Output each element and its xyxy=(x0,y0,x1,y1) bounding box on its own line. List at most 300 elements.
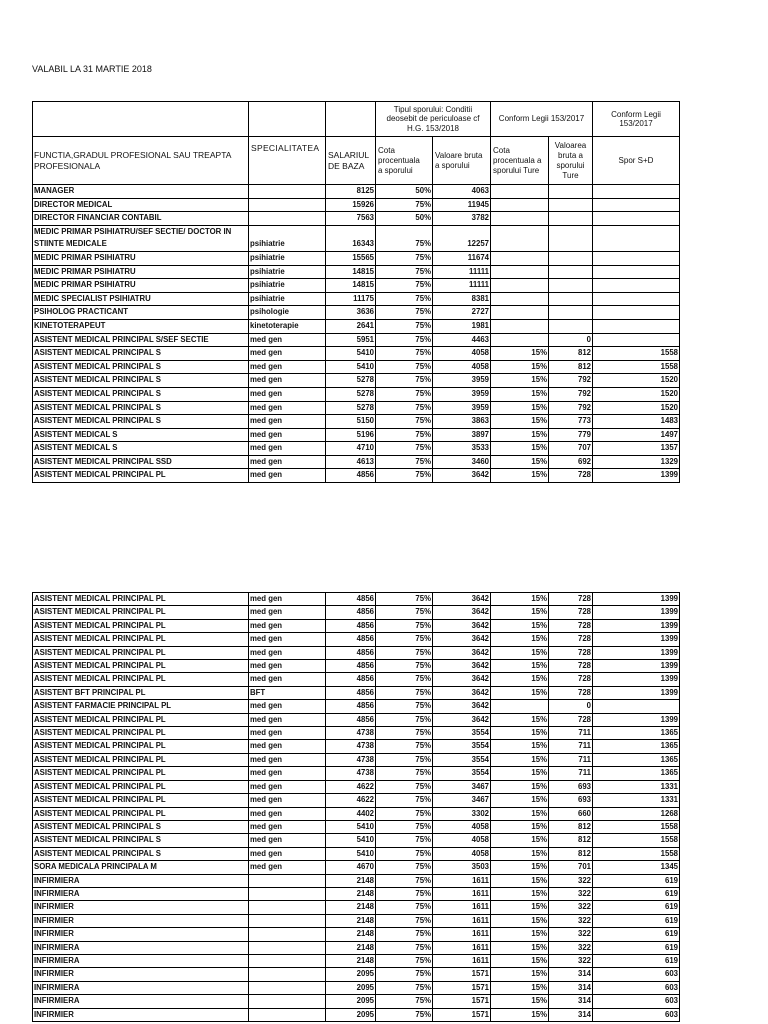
table-row xyxy=(33,660,680,673)
cell-sd-bonus xyxy=(593,226,680,252)
cell-specialty xyxy=(249,928,326,941)
cell-hazard-pct: 75% xyxy=(376,347,433,361)
cell-hazard-pct: 75% xyxy=(376,834,433,847)
cell-shift-pct: 15% xyxy=(491,633,549,646)
table-row xyxy=(33,942,680,955)
cell-sd-bonus: 619 xyxy=(593,875,680,888)
cell-function: ASISTENT MEDICAL PRINCIPAL PL xyxy=(33,647,249,660)
table-row xyxy=(33,915,680,928)
cell-specialty xyxy=(249,212,326,226)
cell-hazard-value: 2727 xyxy=(433,306,491,320)
table-row xyxy=(33,767,680,780)
table-row xyxy=(33,212,680,226)
header-shift-pct: Cota procentuala a sporului Ture xyxy=(491,137,549,185)
header-hazard-pct: Cota procentuala a sporului xyxy=(376,137,433,185)
cell-hazard-pct: 75% xyxy=(376,821,433,834)
table-row xyxy=(33,673,680,686)
cell-function: ASISTENT MEDICAL PRINCIPAL PL xyxy=(33,740,249,753)
cell-sd-bonus: 1558 xyxy=(593,821,680,834)
header-row-groups xyxy=(33,102,680,137)
cell-hazard-pct: 75% xyxy=(376,199,433,213)
cell-shift-value: 693 xyxy=(549,781,593,794)
cell-hazard-value: 1571 xyxy=(433,982,491,995)
cell-function: ASISTENT MEDICAL PRINCIPAL SSD xyxy=(33,456,249,470)
cell-shift-pct: 15% xyxy=(491,767,549,780)
cell-sd-bonus: 603 xyxy=(593,968,680,981)
table-row xyxy=(33,875,680,888)
cell-sd-bonus xyxy=(593,306,680,320)
cell-shift-value: 314 xyxy=(549,1009,593,1022)
cell-shift-value xyxy=(549,320,593,334)
cell-shift-value: 314 xyxy=(549,982,593,995)
cell-function: ASISTENT MEDICAL PRINCIPAL PL xyxy=(33,794,249,807)
cell-hazard-pct: 75% xyxy=(376,456,433,470)
cell-shift-value: 692 xyxy=(549,456,593,470)
cell-base-salary: 4856 xyxy=(326,700,376,713)
cell-hazard-value: 3554 xyxy=(433,767,491,780)
cell-hazard-value: 3642 xyxy=(433,633,491,646)
table-row xyxy=(33,794,680,807)
cell-function: ASISTENT BFT PRINCIPAL PL xyxy=(33,687,249,700)
cell-base-salary: 4856 xyxy=(326,620,376,633)
cell-function: INFIRMIER xyxy=(33,915,249,928)
cell-base-salary: 3636 xyxy=(326,306,376,320)
table-row xyxy=(33,620,680,633)
cell-sd-bonus xyxy=(593,320,680,334)
cell-hazard-value: 11111 xyxy=(433,266,491,280)
cell-function: ASISTENT MEDICAL PRINCIPAL S xyxy=(33,374,249,388)
cell-specialty: med gen xyxy=(249,606,326,619)
cell-shift-pct xyxy=(491,320,549,334)
cell-shift-pct xyxy=(491,226,549,252)
cell-hazard-value: 3554 xyxy=(433,727,491,740)
cell-function: INFIRMIER xyxy=(33,901,249,914)
cell-sd-bonus: 1357 xyxy=(593,442,680,456)
cell-shift-value: 314 xyxy=(549,995,593,1008)
cell-hazard-pct: 75% xyxy=(376,781,433,794)
table-row xyxy=(33,968,680,981)
cell-sd-bonus xyxy=(593,293,680,307)
cell-hazard-pct: 75% xyxy=(376,928,433,941)
cell-base-salary: 5951 xyxy=(326,334,376,348)
cell-hazard-pct: 75% xyxy=(376,1009,433,1022)
cell-specialty xyxy=(249,955,326,968)
cell-specialty xyxy=(249,982,326,995)
cell-hazard-value: 4063 xyxy=(433,185,491,199)
cell-shift-pct: 15% xyxy=(491,740,549,753)
cell-specialty: psihiatrie xyxy=(249,293,326,307)
table-row xyxy=(33,901,680,914)
cell-hazard-pct: 75% xyxy=(376,593,433,606)
cell-base-salary: 2148 xyxy=(326,915,376,928)
cell-sd-bonus: 1399 xyxy=(593,593,680,606)
cell-base-salary: 5278 xyxy=(326,388,376,402)
cell-hazard-value: 3533 xyxy=(433,442,491,456)
table-row xyxy=(33,861,680,874)
cell-base-salary: 2095 xyxy=(326,1009,376,1022)
cell-base-salary: 4738 xyxy=(326,767,376,780)
table-row xyxy=(33,740,680,753)
cell-base-salary: 2095 xyxy=(326,982,376,995)
cell-base-salary: 4856 xyxy=(326,593,376,606)
cell-hazard-pct: 75% xyxy=(376,442,433,456)
table-row xyxy=(33,834,680,847)
cell-hazard-value: 3959 xyxy=(433,402,491,416)
cell-function: ASISTENT MEDICAL PRINCIPAL S xyxy=(33,402,249,416)
cell-sd-bonus xyxy=(593,199,680,213)
cell-specialty: psihiatrie xyxy=(249,252,326,266)
cell-hazard-value: 3642 xyxy=(433,714,491,727)
cell-function: MEDIC PRIMAR PSIHIATRU xyxy=(33,266,249,280)
cell-hazard-pct: 75% xyxy=(376,429,433,443)
cell-shift-value xyxy=(549,306,593,320)
cell-shift-pct: 15% xyxy=(491,429,549,443)
cell-shift-pct xyxy=(491,306,549,320)
cell-base-salary: 4856 xyxy=(326,660,376,673)
cell-function: DIRECTOR FINANCIAR CONTABIL xyxy=(33,212,249,226)
cell-hazard-pct: 75% xyxy=(376,727,433,740)
cell-function: KINETOTERAPEUT xyxy=(33,320,249,334)
cell-specialty xyxy=(249,942,326,955)
cell-sd-bonus xyxy=(593,212,680,226)
cell-hazard-value: 4058 xyxy=(433,361,491,375)
cell-base-salary: 4856 xyxy=(326,687,376,700)
cell-shift-value: 707 xyxy=(549,442,593,456)
table-row xyxy=(33,727,680,740)
cell-function: ASISTENT MEDICAL PRINCIPAL S xyxy=(33,388,249,402)
cell-hazard-pct: 75% xyxy=(376,306,433,320)
cell-hazard-value: 1611 xyxy=(433,888,491,901)
cell-hazard-value: 11674 xyxy=(433,252,491,266)
cell-hazard-pct: 75% xyxy=(376,633,433,646)
table-row xyxy=(33,199,680,213)
cell-shift-pct: 15% xyxy=(491,888,549,901)
cell-hazard-pct: 75% xyxy=(376,808,433,821)
table-row xyxy=(33,808,680,821)
table-row xyxy=(33,687,680,700)
cell-specialty: med gen xyxy=(249,402,326,416)
table-row xyxy=(33,995,680,1008)
cell-specialty xyxy=(249,875,326,888)
cell-hazard-pct: 75% xyxy=(376,415,433,429)
header-group-shifts: Conform Legii 153/2017 xyxy=(491,102,593,137)
cell-shift-pct: 15% xyxy=(491,687,549,700)
cell-function: INFIRMIERA xyxy=(33,875,249,888)
cell-hazard-value: 3959 xyxy=(433,388,491,402)
cell-function: ASISTENT MEDICAL PRINCIPAL PL xyxy=(33,673,249,686)
cell-shift-value: 792 xyxy=(549,402,593,416)
cell-hazard-pct: 75% xyxy=(376,767,433,780)
cell-shift-value: 711 xyxy=(549,727,593,740)
cell-sd-bonus: 1399 xyxy=(593,469,680,483)
cell-base-salary: 14815 xyxy=(326,266,376,280)
cell-specialty: BFT xyxy=(249,687,326,700)
table-row xyxy=(33,606,680,619)
table-row xyxy=(33,252,680,266)
cell-specialty: med gen xyxy=(249,334,326,348)
table-row xyxy=(33,361,680,375)
header-group-sd: Conform Legii 153/2017 xyxy=(593,102,680,137)
cell-hazard-value: 4058 xyxy=(433,834,491,847)
cell-base-salary: 2641 xyxy=(326,320,376,334)
cell-base-salary: 4856 xyxy=(326,606,376,619)
cell-specialty: psihiatrie xyxy=(249,266,326,280)
cell-hazard-value: 3642 xyxy=(433,660,491,673)
table-row xyxy=(33,226,680,252)
cell-sd-bonus: 619 xyxy=(593,942,680,955)
cell-hazard-value: 3642 xyxy=(433,593,491,606)
cell-base-salary: 4856 xyxy=(326,714,376,727)
table-row xyxy=(33,982,680,995)
cell-shift-pct: 15% xyxy=(491,442,549,456)
cell-function: MEDIC PRIMAR PSIHIATRU xyxy=(33,252,249,266)
cell-hazard-value: 3467 xyxy=(433,781,491,794)
cell-function: ASISTENT MEDICAL PRINCIPAL S xyxy=(33,848,249,861)
cell-hazard-pct: 75% xyxy=(376,279,433,293)
cell-sd-bonus: 1329 xyxy=(593,456,680,470)
cell-specialty xyxy=(249,185,326,199)
cell-shift-value: 779 xyxy=(549,429,593,443)
cell-specialty: med gen xyxy=(249,593,326,606)
cell-sd-bonus: 1483 xyxy=(593,415,680,429)
header-base-salary: SALARIUL DE BAZA xyxy=(326,137,376,185)
cell-specialty xyxy=(249,199,326,213)
cell-shift-value: 728 xyxy=(549,687,593,700)
table-body xyxy=(33,185,680,483)
cell-sd-bonus: 1558 xyxy=(593,834,680,847)
header-specialty: SPECIALITATEA xyxy=(249,137,326,185)
cell-function: INFIRMIERA xyxy=(33,888,249,901)
cell-sd-bonus: 1399 xyxy=(593,633,680,646)
cell-base-salary: 4622 xyxy=(326,781,376,794)
cell-base-salary: 4856 xyxy=(326,673,376,686)
cell-function: ASISTENT MEDICAL PRINCIPAL PL xyxy=(33,469,249,483)
cell-function: ASISTENT MEDICAL PRINCIPAL S xyxy=(33,415,249,429)
cell-hazard-value: 1571 xyxy=(433,968,491,981)
cell-shift-value: 322 xyxy=(549,875,593,888)
cell-specialty: med gen xyxy=(249,469,326,483)
cell-function: MEDIC SPECIALIST PSIHIATRU xyxy=(33,293,249,307)
header-hazard-value: Valoare bruta a sporului xyxy=(433,137,491,185)
cell-shift-pct: 15% xyxy=(491,808,549,821)
cell-hazard-value: 1981 xyxy=(433,320,491,334)
cell-base-salary: 5278 xyxy=(326,374,376,388)
cell-hazard-pct: 75% xyxy=(376,901,433,914)
cell-sd-bonus: 1365 xyxy=(593,740,680,753)
cell-hazard-value: 3959 xyxy=(433,374,491,388)
table-row xyxy=(33,888,680,901)
cell-shift-pct: 15% xyxy=(491,727,549,740)
table-row xyxy=(33,388,680,402)
cell-shift-pct: 15% xyxy=(491,915,549,928)
cell-hazard-pct: 75% xyxy=(376,982,433,995)
cell-base-salary: 4622 xyxy=(326,794,376,807)
cell-shift-value: 728 xyxy=(549,606,593,619)
cell-hazard-value: 1611 xyxy=(433,955,491,968)
cell-base-salary: 2148 xyxy=(326,942,376,955)
cell-shift-pct: 15% xyxy=(491,714,549,727)
cell-sd-bonus: 1365 xyxy=(593,754,680,767)
cell-shift-pct: 15% xyxy=(491,848,549,861)
cell-shift-value: 322 xyxy=(549,915,593,928)
table-row xyxy=(33,293,680,307)
cell-shift-value: 711 xyxy=(549,754,593,767)
cell-shift-pct: 15% xyxy=(491,781,549,794)
cell-function: ASISTENT MEDICAL PRINCIPAL PL xyxy=(33,727,249,740)
cell-shift-pct: 15% xyxy=(491,593,549,606)
cell-hazard-pct: 75% xyxy=(376,469,433,483)
cell-shift-value xyxy=(549,279,593,293)
cell-shift-pct: 15% xyxy=(491,402,549,416)
cell-function: DIRECTOR MEDICAL xyxy=(33,199,249,213)
cell-specialty: psihiatrie xyxy=(249,279,326,293)
cell-function: ASISTENT MEDICAL PRINCIPAL PL xyxy=(33,593,249,606)
cell-sd-bonus: 603 xyxy=(593,1009,680,1022)
cell-sd-bonus: 1399 xyxy=(593,606,680,619)
cell-shift-value: 728 xyxy=(549,673,593,686)
cell-shift-value: 728 xyxy=(549,714,593,727)
cell-base-salary: 4710 xyxy=(326,442,376,456)
cell-base-salary: 4856 xyxy=(326,647,376,660)
cell-specialty xyxy=(249,915,326,928)
table-row xyxy=(33,848,680,861)
table-row xyxy=(33,415,680,429)
cell-specialty: med gen xyxy=(249,620,326,633)
cell-function: ASISTENT MEDICAL PRINCIPAL S xyxy=(33,347,249,361)
cell-function: ASISTENT MEDICAL PRINCIPAL PL xyxy=(33,714,249,727)
cell-hazard-pct: 75% xyxy=(376,361,433,375)
cell-sd-bonus xyxy=(593,266,680,280)
cell-sd-bonus: 1520 xyxy=(593,388,680,402)
table-row xyxy=(33,306,680,320)
cell-sd-bonus: 1331 xyxy=(593,781,680,794)
cell-sd-bonus: 619 xyxy=(593,888,680,901)
cell-base-salary: 2148 xyxy=(326,955,376,968)
salary-table-part-2 xyxy=(32,592,680,1022)
table-row xyxy=(33,185,680,199)
table-row xyxy=(33,781,680,794)
cell-hazard-pct: 75% xyxy=(376,606,433,619)
cell-shift-pct xyxy=(491,185,549,199)
cell-sd-bonus: 619 xyxy=(593,901,680,914)
cell-shift-value: 322 xyxy=(549,955,593,968)
cell-hazard-pct: 75% xyxy=(376,794,433,807)
cell-shift-pct: 15% xyxy=(491,469,549,483)
cell-hazard-pct: 75% xyxy=(376,620,433,633)
cell-shift-pct: 15% xyxy=(491,995,549,1008)
cell-shift-value: 812 xyxy=(549,834,593,847)
table-body xyxy=(33,593,680,1022)
cell-shift-value: 0 xyxy=(549,700,593,713)
cell-hazard-value: 3460 xyxy=(433,456,491,470)
cell-shift-pct: 15% xyxy=(491,361,549,375)
cell-function: ASISTENT MEDICAL PRINCIPAL S xyxy=(33,821,249,834)
cell-base-salary: 5150 xyxy=(326,415,376,429)
cell-sd-bonus: 1558 xyxy=(593,361,680,375)
cell-shift-value: 728 xyxy=(549,469,593,483)
cell-shift-pct: 15% xyxy=(491,620,549,633)
cell-shift-value: 773 xyxy=(549,415,593,429)
cell-sd-bonus: 1365 xyxy=(593,767,680,780)
cell-base-salary: 5410 xyxy=(326,821,376,834)
cell-hazard-pct: 50% xyxy=(376,212,433,226)
cell-base-salary: 5410 xyxy=(326,347,376,361)
cell-base-salary: 2148 xyxy=(326,875,376,888)
cell-specialty: med gen xyxy=(249,673,326,686)
cell-hazard-value: 1571 xyxy=(433,995,491,1008)
cell-sd-bonus xyxy=(593,185,680,199)
cell-shift-value: 728 xyxy=(549,647,593,660)
cell-base-salary: 2148 xyxy=(326,928,376,941)
cell-hazard-value: 11111 xyxy=(433,279,491,293)
header-empty-salary xyxy=(326,102,376,137)
cell-hazard-pct: 75% xyxy=(376,915,433,928)
cell-specialty xyxy=(249,995,326,1008)
cell-shift-pct: 15% xyxy=(491,388,549,402)
cell-function: INFIRMIERA xyxy=(33,955,249,968)
cell-base-salary: 4738 xyxy=(326,727,376,740)
cell-sd-bonus: 1399 xyxy=(593,620,680,633)
cell-base-salary: 5410 xyxy=(326,848,376,861)
table-row xyxy=(33,334,680,348)
table-row xyxy=(33,955,680,968)
cell-base-salary: 7563 xyxy=(326,212,376,226)
cell-hazard-pct: 75% xyxy=(376,293,433,307)
cell-function: ASISTENT MEDICAL PRINCIPAL PL xyxy=(33,606,249,619)
cell-hazard-value: 3642 xyxy=(433,687,491,700)
cell-shift-value: 812 xyxy=(549,821,593,834)
cell-function: ASISTENT MEDICAL S xyxy=(33,442,249,456)
cell-sd-bonus: 619 xyxy=(593,915,680,928)
cell-hazard-value: 3642 xyxy=(433,700,491,713)
cell-base-salary: 14815 xyxy=(326,279,376,293)
cell-hazard-value: 11945 xyxy=(433,199,491,213)
cell-shift-pct: 15% xyxy=(491,834,549,847)
cell-hazard-pct: 75% xyxy=(376,252,433,266)
salary-table-part-1 xyxy=(32,101,680,483)
cell-hazard-pct: 75% xyxy=(376,647,433,660)
cell-shift-pct: 15% xyxy=(491,942,549,955)
cell-shift-value: 322 xyxy=(549,888,593,901)
cell-hazard-value: 4058 xyxy=(433,347,491,361)
cell-shift-value: 812 xyxy=(549,361,593,375)
cell-sd-bonus: 1520 xyxy=(593,374,680,388)
cell-shift-value: 728 xyxy=(549,633,593,646)
cell-base-salary: 8125 xyxy=(326,185,376,199)
cell-sd-bonus: 1399 xyxy=(593,673,680,686)
cell-hazard-pct: 75% xyxy=(376,266,433,280)
cell-sd-bonus xyxy=(593,334,680,348)
cell-function: ASISTENT MEDICAL PRINCIPAL PL xyxy=(33,660,249,673)
cell-base-salary: 5278 xyxy=(326,402,376,416)
cell-sd-bonus: 1365 xyxy=(593,727,680,740)
cell-base-salary: 15926 xyxy=(326,199,376,213)
cell-specialty xyxy=(249,1009,326,1022)
cell-shift-pct: 15% xyxy=(491,875,549,888)
cell-shift-value xyxy=(549,185,593,199)
cell-shift-pct: 15% xyxy=(491,928,549,941)
cell-base-salary: 2095 xyxy=(326,995,376,1008)
cell-hazard-value: 3782 xyxy=(433,212,491,226)
cell-base-salary: 4402 xyxy=(326,808,376,821)
header-empty-function xyxy=(33,102,249,137)
cell-sd-bonus: 603 xyxy=(593,995,680,1008)
cell-sd-bonus: 1399 xyxy=(593,714,680,727)
cell-specialty: med gen xyxy=(249,714,326,727)
cell-base-salary: 4856 xyxy=(326,469,376,483)
cell-shift-value xyxy=(549,293,593,307)
cell-shift-pct: 15% xyxy=(491,955,549,968)
